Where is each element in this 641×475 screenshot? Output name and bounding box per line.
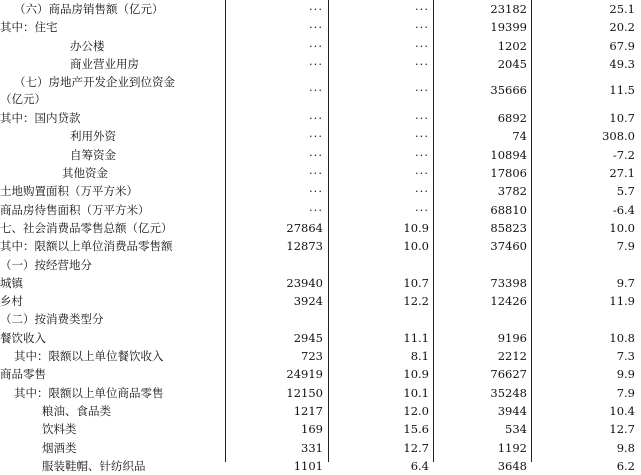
column-divider-2 bbox=[328, 0, 329, 462]
cell-c3: 1192 bbox=[497, 440, 527, 455]
cell-c4: 9.9 bbox=[616, 367, 635, 382]
table-row bbox=[0, 201, 641, 219]
row-label: （一）按经营地分 bbox=[0, 257, 92, 272]
cell-c4: 6.2 bbox=[616, 458, 635, 473]
cell-c4: 10.7 bbox=[609, 111, 635, 126]
table-row bbox=[0, 146, 641, 164]
table-row bbox=[0, 73, 641, 109]
row-label: （七）房地产开发企业到位资金 bbox=[14, 75, 175, 90]
row-label: 其中：限额以上单位商品零售 bbox=[14, 385, 164, 400]
cell-c3: 76627 bbox=[490, 367, 527, 382]
cell-c4: 27.1 bbox=[609, 166, 635, 181]
cell-c2: ··· bbox=[415, 129, 429, 144]
row-label: 其他资金 bbox=[62, 166, 108, 181]
cell-c4: 308.0 bbox=[602, 129, 635, 144]
cell-c4: -7.2 bbox=[612, 147, 635, 162]
table-row bbox=[0, 127, 641, 145]
cell-c2: ··· bbox=[415, 20, 429, 35]
cell-c4: 5.7 bbox=[616, 184, 635, 199]
row-label: 其中：限额以上单位消费品零售额 bbox=[0, 239, 173, 254]
column-divider-1 bbox=[225, 0, 226, 462]
cell-c4: 7.3 bbox=[616, 349, 635, 364]
cell-c1: 1217 bbox=[293, 403, 323, 418]
cell-c2: ··· bbox=[415, 147, 429, 162]
cell-c2: ··· bbox=[415, 83, 429, 98]
cell-c1: ··· bbox=[309, 111, 323, 126]
table-row bbox=[0, 329, 641, 347]
cell-c4: 10.8 bbox=[609, 330, 635, 345]
cell-c1: ··· bbox=[309, 38, 323, 53]
cell-c1: ··· bbox=[309, 184, 323, 199]
row-label: 其中：国内贷款 bbox=[0, 111, 81, 126]
cell-c4: 7.9 bbox=[616, 239, 635, 254]
table-row bbox=[0, 347, 641, 365]
table-row bbox=[0, 182, 641, 200]
row-label: 烟酒类 bbox=[42, 440, 77, 455]
row-label: 七、社会消费品零售总额（亿元） bbox=[0, 220, 173, 235]
cell-c1: 723 bbox=[301, 349, 323, 364]
table-row bbox=[0, 365, 641, 383]
cell-c1: 3924 bbox=[293, 294, 323, 309]
cell-c4: 25.1 bbox=[609, 2, 635, 16]
cell-c3: 3944 bbox=[497, 403, 527, 418]
cell-c2: ··· bbox=[415, 111, 429, 126]
row-label: 餐饮收入 bbox=[0, 330, 46, 345]
row-label: 土地购置面积（万平方米） bbox=[0, 184, 138, 199]
cell-c3: 12426 bbox=[490, 294, 527, 309]
row-label: 商业营业用房 bbox=[70, 56, 139, 71]
row-label: 自筹资金 bbox=[70, 147, 116, 162]
cell-c4: 10.0 bbox=[609, 220, 635, 235]
cell-c3: 3782 bbox=[497, 184, 527, 199]
table-row bbox=[0, 292, 641, 310]
row-label: 商品零售 bbox=[0, 367, 46, 382]
cell-c4: 67.9 bbox=[609, 38, 635, 53]
cell-c2: ··· bbox=[415, 56, 429, 71]
cell-c2: 11.1 bbox=[403, 330, 429, 345]
table-row bbox=[0, 37, 641, 55]
cell-c1: 24919 bbox=[286, 367, 323, 382]
table-row bbox=[0, 0, 641, 18]
row-label: 城镇 bbox=[0, 275, 23, 290]
column-divider-3 bbox=[433, 0, 434, 462]
cell-c1: 331 bbox=[301, 440, 323, 455]
table-row bbox=[0, 274, 641, 292]
cell-c3: 68810 bbox=[490, 202, 527, 217]
cell-c2: ··· bbox=[415, 184, 429, 199]
cell-c3: 3648 bbox=[497, 458, 527, 473]
cell-c1: 12873 bbox=[286, 239, 323, 254]
row-label: （二）按消费类型分 bbox=[0, 312, 104, 327]
cell-c3: 37460 bbox=[490, 239, 527, 254]
cell-c4: 9.8 bbox=[616, 440, 635, 455]
cell-c2: 6.4 bbox=[410, 458, 429, 473]
cell-c1: 12150 bbox=[286, 385, 323, 400]
cell-c1: ··· bbox=[309, 20, 323, 35]
cell-c4: 11.5 bbox=[609, 83, 635, 98]
row-label-continued: （亿元） bbox=[0, 92, 46, 107]
table-row bbox=[0, 420, 641, 438]
cell-c4: -6.4 bbox=[612, 202, 635, 217]
row-label: 其中：住宅 bbox=[0, 20, 58, 35]
cell-c3: 19399 bbox=[490, 20, 527, 35]
row-label: 乡村 bbox=[0, 294, 23, 309]
cell-c2: 15.6 bbox=[403, 422, 429, 437]
cell-c2: 10.7 bbox=[403, 275, 429, 290]
table-row bbox=[0, 384, 641, 402]
cell-c2: 10.0 bbox=[403, 239, 429, 254]
cell-c2: 12.7 bbox=[403, 440, 429, 455]
table-row bbox=[0, 237, 641, 255]
row-label: 利用外资 bbox=[70, 129, 116, 144]
column-divider-4 bbox=[531, 0, 532, 462]
cell-c1: ··· bbox=[309, 56, 323, 71]
row-label: （六）商品房销售额（亿元） bbox=[14, 2, 164, 16]
cell-c1: 27864 bbox=[286, 220, 323, 235]
cell-c2: 10.9 bbox=[403, 367, 429, 382]
table-row bbox=[0, 109, 641, 127]
cell-c1: ··· bbox=[309, 2, 323, 16]
row-label: 服装鞋帽、针纺织品 bbox=[42, 458, 146, 473]
cell-c3: 9196 bbox=[497, 330, 527, 345]
cell-c3: 35666 bbox=[490, 83, 527, 98]
cell-c3: 17806 bbox=[490, 166, 527, 181]
cell-c2: 12.0 bbox=[403, 403, 429, 418]
cell-c2: 10.9 bbox=[403, 220, 429, 235]
table-row bbox=[0, 164, 641, 182]
cell-c3: 35248 bbox=[490, 385, 527, 400]
cell-c4: 7.9 bbox=[616, 385, 635, 400]
cell-c2: ··· bbox=[415, 202, 429, 217]
table-row bbox=[0, 18, 641, 36]
table-row bbox=[0, 402, 641, 420]
cell-c2: ··· bbox=[415, 166, 429, 181]
cell-c3: 534 bbox=[505, 422, 527, 437]
row-label: 饮料类 bbox=[42, 422, 77, 437]
row-label: 商品房待售面积（万平方米） bbox=[0, 202, 150, 217]
cell-c3: 1202 bbox=[497, 38, 527, 53]
cell-c4: 11.9 bbox=[609, 294, 635, 309]
table-row bbox=[0, 310, 641, 328]
cell-c1: ··· bbox=[309, 129, 323, 144]
cell-c3: 2212 bbox=[497, 349, 527, 364]
cell-c3: 74 bbox=[512, 129, 527, 144]
cell-c1: 169 bbox=[301, 422, 323, 437]
row-label: 办公楼 bbox=[70, 38, 105, 53]
cell-c3: 6892 bbox=[497, 111, 527, 126]
cell-c1: ··· bbox=[309, 83, 323, 98]
cell-c2: 10.1 bbox=[403, 385, 429, 400]
cell-c4: 12.7 bbox=[609, 422, 635, 437]
cell-c3: 10894 bbox=[490, 147, 527, 162]
cell-c3: 85823 bbox=[490, 220, 527, 235]
cell-c3: 73398 bbox=[490, 275, 527, 290]
cell-c2: 8.1 bbox=[410, 349, 429, 364]
cell-c3: 2045 bbox=[497, 56, 527, 71]
table-row bbox=[0, 256, 641, 274]
cell-c1: 2945 bbox=[293, 330, 323, 345]
table-row bbox=[0, 439, 641, 457]
cell-c2: ··· bbox=[415, 38, 429, 53]
cell-c4: 10.4 bbox=[609, 403, 635, 418]
table-row bbox=[0, 457, 641, 475]
table-row bbox=[0, 219, 641, 237]
cell-c3: 23182 bbox=[490, 2, 527, 16]
row-label: 粮油、食品类 bbox=[42, 403, 111, 418]
cell-c1: ··· bbox=[309, 147, 323, 162]
cell-c2: 12.2 bbox=[403, 294, 429, 309]
cell-c1: 1101 bbox=[293, 458, 323, 473]
cell-c1: ··· bbox=[309, 166, 323, 181]
cell-c1: 23940 bbox=[286, 275, 323, 290]
cell-c1: ··· bbox=[309, 202, 323, 217]
cell-c4: 20.2 bbox=[609, 20, 635, 35]
table-row bbox=[0, 55, 641, 73]
cell-c2: ··· bbox=[415, 2, 429, 16]
cell-c4: 9.7 bbox=[616, 275, 635, 290]
row-label: 其中：限额以上单位餐饮收入 bbox=[14, 349, 164, 364]
cell-c4: 49.3 bbox=[609, 56, 635, 71]
